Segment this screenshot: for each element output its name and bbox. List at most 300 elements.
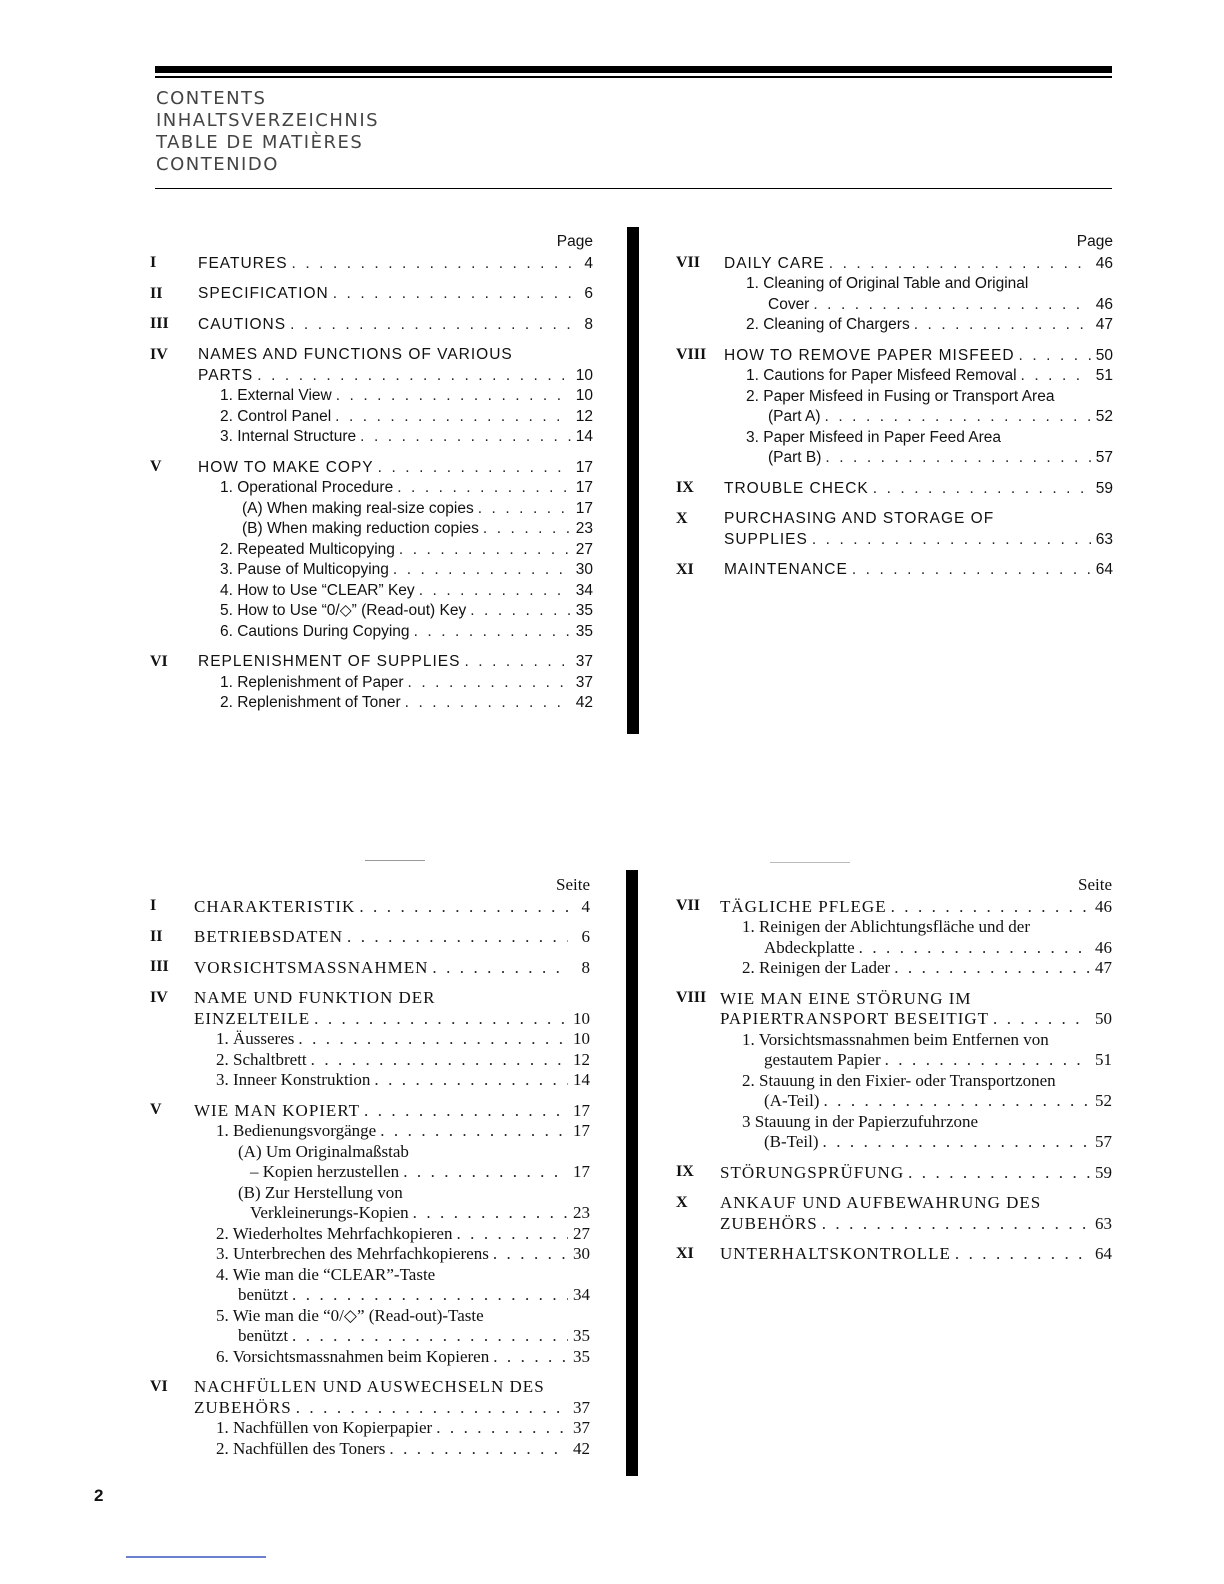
page-column-label: Seite [556, 875, 590, 894]
dot-leader [464, 652, 571, 672]
toc-entry[interactable] [676, 988, 1112, 1009]
dot-leader [257, 366, 571, 386]
dot-leader [825, 448, 1091, 468]
toc-entry-title: 2. Wiederholtes Mehrfachkopieren [216, 1223, 453, 1243]
toc-entry[interactable] [150, 284, 593, 305]
toc-entry-page: 52 [1095, 408, 1113, 425]
toc-entry-page: 34 [575, 581, 593, 599]
dot-leader [1019, 346, 1091, 366]
dot-leader [419, 581, 571, 601]
toc-section [676, 509, 1113, 550]
toc-entry-title: (B) Zur Herstellung von [238, 1182, 403, 1202]
toc-entry-page: 30 [573, 1244, 590, 1263]
toc-entry[interactable] [676, 448, 1113, 469]
column-divider-bar-de [626, 870, 638, 1476]
toc-entry[interactable] [150, 988, 590, 1009]
toc-entry[interactable] [150, 498, 593, 519]
toc-section [150, 896, 590, 917]
toc-entry-title: WIE MAN KOPIERT [194, 1100, 361, 1120]
toc-entry-page: 27 [575, 540, 593, 558]
toc-entry[interactable] [150, 457, 593, 478]
toc-entry[interactable] [150, 1100, 590, 1121]
section-numeral: I [150, 254, 157, 271]
toc-entry-title: FEATURES [198, 254, 288, 272]
toc-section [150, 652, 593, 714]
toc-entry[interactable] [676, 478, 1113, 499]
dot-leader [470, 601, 571, 621]
toc-entry-title: 1. Bedienungsvorgänge [216, 1121, 377, 1140]
dot-leader [314, 1009, 568, 1029]
toc-entry[interactable] [150, 539, 593, 560]
toc-entry-page: 23 [575, 520, 593, 537]
toc-entry[interactable] [676, 560, 1113, 581]
toc-entry[interactable] [676, 896, 1112, 917]
toc-entry[interactable] [676, 386, 1113, 407]
dot-leader [955, 1244, 1090, 1264]
faint-rule-left [365, 860, 425, 861]
toc-entry-page: 12 [573, 1049, 590, 1069]
toc-entry-page: 17 [575, 458, 593, 476]
toc-section [150, 345, 593, 448]
toc-entry-page: 30 [575, 561, 593, 578]
dot-leader [908, 1163, 1090, 1183]
toc-entry-title: BETRIEBSDATEN [194, 927, 343, 946]
toc-entry[interactable] [150, 1418, 590, 1439]
toc-entry[interactable] [150, 1285, 590, 1306]
section-numeral: VIII [676, 346, 707, 363]
toc-entry-title: – Kopien herzustellen [250, 1162, 400, 1181]
toc-entry-page: 10 [575, 387, 593, 404]
toc-entry-title: 2. Repeated Multicopying [220, 540, 395, 558]
toc-entry[interactable] [676, 1213, 1112, 1234]
dot-leader [456, 1224, 568, 1244]
toc-entry-title: NACHFÜLLEN UND AUSWECHSELN DES [194, 1377, 545, 1396]
toc-entry-title: benützt [238, 1285, 289, 1304]
header-title-fr: TABLE DE MATIÈRES [156, 132, 364, 153]
dot-leader [292, 1326, 568, 1346]
header-title-en: CONTENTS [156, 88, 267, 109]
dot-leader [393, 560, 571, 580]
toc-entry[interactable] [676, 366, 1113, 387]
toc-entry-title: 4. Wie man die “CLEAR”-Taste [216, 1264, 436, 1284]
toc-entry[interactable] [150, 580, 593, 601]
dot-leader [414, 622, 571, 642]
toc-entry-page: 46 [1095, 896, 1112, 916]
toc-entry-page: 47 [1095, 316, 1113, 333]
toc-entry[interactable] [676, 315, 1113, 336]
toc-entry[interactable] [150, 1346, 590, 1367]
dot-leader [292, 254, 571, 274]
toc-entry-page: 6 [584, 285, 593, 302]
dot-leader [296, 1398, 568, 1418]
toc-entry-title: REPLENISHMENT OF SUPPLIES [198, 653, 461, 670]
toc-entry-page: 37 [575, 673, 593, 691]
toc-entry[interactable] [150, 693, 593, 714]
toc-entry[interactable] [150, 1162, 590, 1183]
toc-entry[interactable] [150, 345, 593, 366]
toc-entry-title: (B-Teil) [764, 1132, 819, 1151]
page-column-label: Page [1076, 233, 1113, 250]
toc-entry[interactable] [150, 253, 593, 274]
toc-entry-page: 17 [575, 499, 593, 517]
toc-section [150, 927, 590, 948]
toc-section [150, 1377, 590, 1459]
toc-section [150, 314, 593, 335]
toc-entry-page: 35 [573, 1326, 590, 1345]
toc-entry[interactable] [150, 1244, 590, 1265]
toc-entry-page: 17 [573, 1121, 590, 1140]
dot-leader [347, 927, 568, 947]
toc-entry[interactable] [150, 1141, 590, 1162]
toc-entry-page: 42 [575, 694, 593, 711]
toc-entry[interactable] [676, 917, 1112, 938]
toc-entry-title: (B) When making reduction copies [242, 520, 479, 537]
toc-entry-title: 1. Reinigen der Ablichtungsfläche und der [742, 917, 1030, 936]
toc-entry-page: 59 [1095, 479, 1113, 497]
dot-leader [408, 673, 571, 693]
toc-entry[interactable] [676, 1162, 1112, 1183]
toc-entry[interactable] [150, 1438, 590, 1459]
toc-entry[interactable] [676, 937, 1112, 958]
section-numeral: VII [676, 254, 701, 271]
toc-section [676, 896, 1112, 978]
dot-leader [432, 958, 568, 978]
toc-entry[interactable] [150, 478, 593, 499]
toc-entry[interactable] [150, 365, 593, 386]
toc-entry[interactable] [676, 1244, 1112, 1265]
toc-entry-title: STÖRUNGSPRÜFUNG [720, 1162, 905, 1182]
dot-leader [823, 1132, 1090, 1152]
toc-entry[interactable] [676, 427, 1113, 448]
toc-entry[interactable] [150, 1377, 590, 1398]
column-divider-bar-en [627, 227, 639, 734]
toc-entry-title: PARTS [198, 366, 254, 384]
section-numeral: II [150, 927, 163, 945]
toc-entry-title: NAMES AND FUNCTIONS OF VARIOUS [198, 346, 513, 363]
toc-entry-page: 64 [1095, 561, 1113, 578]
dot-leader [894, 958, 1090, 978]
dot-leader [364, 1101, 568, 1121]
toc-entry-page: 57 [1095, 1132, 1112, 1151]
toc-entry-title: NAME UND FUNKTION DER [194, 988, 436, 1007]
toc-entry-title: 1. Replenishment of Paper [220, 673, 404, 691]
toc-entry-page: 14 [575, 428, 593, 445]
section-numeral: I [150, 897, 157, 914]
toc-entry-title: 2. Paper Misfeed in Fusing or Transport Area [746, 387, 1055, 405]
dot-leader [823, 1091, 1090, 1111]
toc-entry[interactable] [150, 406, 593, 427]
toc-section [150, 284, 593, 305]
toc-entry[interactable] [150, 1182, 590, 1203]
toc-entry-page: 46 [1095, 295, 1113, 313]
toc-entry[interactable] [676, 1029, 1112, 1050]
toc-section [676, 1193, 1112, 1234]
dot-leader [825, 407, 1091, 427]
toc-entry-title: gestautem Papier [764, 1050, 881, 1069]
toc-entry[interactable] [150, 621, 593, 642]
toc-entry[interactable] [150, 672, 593, 693]
toc-entry-title: VORSICHTSMASSNAHMEN [194, 957, 429, 977]
toc-entry[interactable] [150, 1029, 590, 1050]
toc-entry[interactable] [676, 294, 1113, 315]
toc-entry-title: 3. Unterbrechen des Mehrfachkopierens [216, 1244, 489, 1263]
dot-leader [852, 560, 1091, 580]
toc-entry-page: 14 [573, 1070, 590, 1089]
toc-entry[interactable] [150, 519, 593, 540]
toc-entry[interactable] [676, 1091, 1112, 1112]
dot-leader [397, 478, 571, 498]
toc-entry[interactable] [676, 1132, 1112, 1153]
toc-entry-title: 2. Control Panel [220, 407, 332, 425]
toc-entry-title: ANKAUF UND AUFBEWAHRUNG DES [720, 1193, 1042, 1212]
dot-leader [360, 427, 571, 447]
toc-entry-page: 47 [1095, 958, 1112, 977]
toc-entry-title: CHARAKTERISTIK [194, 896, 356, 916]
toc-section [150, 1100, 590, 1367]
toc-entry-title: 2. Schaltbrett [216, 1049, 307, 1069]
dot-leader [403, 1162, 568, 1182]
toc-entry-title: 5. Wie man die “0/◇” (Read-out)-Taste [216, 1305, 484, 1325]
section-numeral: VIII [676, 989, 707, 1006]
toc-entry-page: 37 [575, 653, 593, 670]
dot-leader [436, 1418, 568, 1438]
toc-entry-title: 3. Paper Misfeed in Paper Feed Area [746, 428, 1002, 446]
toc-entry-title: Cover [768, 295, 810, 313]
toc-entry-page: 12 [575, 407, 593, 425]
toc-section [676, 1162, 1112, 1183]
contents-header [156, 88, 379, 176]
toc-entry[interactable] [676, 253, 1113, 274]
toc-entry-title: ZUBEHÖRS [194, 1397, 292, 1417]
section-numeral: V [150, 1101, 162, 1118]
toc-entry[interactable] [676, 1111, 1112, 1132]
toc-entry[interactable] [676, 1070, 1112, 1091]
toc-entry[interactable] [150, 560, 593, 581]
toc-entry-title: SUPPLIES [724, 530, 808, 548]
toc-entry[interactable] [150, 1049, 590, 1070]
header-title-de: INHALTSVERZEICHNIS [156, 110, 380, 131]
dot-leader [478, 499, 571, 519]
toc-entry-title: 4. How to Use “CLEAR” Key [220, 581, 415, 599]
toc-entry-title: benützt [238, 1326, 289, 1345]
toc-entry[interactable] [150, 1121, 590, 1142]
toc-entry-title: WIE MAN EINE STÖRUNG IM [720, 988, 972, 1008]
toc-entry[interactable] [150, 1070, 590, 1091]
dot-leader [1021, 366, 1091, 386]
dot-leader [493, 1347, 568, 1367]
toc-entry-title: 3. Pause of Multicopying [220, 561, 389, 578]
toc-entry-page: 63 [1095, 1213, 1112, 1233]
dot-leader [483, 519, 571, 539]
top-thin-rule [155, 76, 1112, 78]
toc-entry-page: 50 [1095, 346, 1113, 364]
toc-entry-title: PAPIERTRANSPORT BESEITIGT [720, 1009, 990, 1028]
toc-entry-page: 37 [573, 1397, 590, 1417]
dot-leader [413, 1203, 568, 1223]
toc-entry-page: 34 [573, 1285, 590, 1304]
toc-entry-title: MAINTENANCE [724, 561, 848, 578]
dot-leader [292, 1285, 568, 1305]
dot-leader [389, 1439, 568, 1459]
toc-entry-page: 6 [581, 927, 590, 946]
toc-entry-title: Abdeckplatte [764, 937, 855, 957]
toc-entry-title: 1. Nachfüllen von Kopierpapier [216, 1418, 433, 1437]
toc-entry-title: 3 Stauung in der Papierzufuhrzone [742, 1111, 979, 1131]
toc-entry[interactable] [150, 601, 593, 622]
toc-entry-title: HOW TO MAKE COPY [198, 458, 374, 476]
header-bottom-rule [155, 188, 1112, 189]
toc-entry-page: 35 [575, 622, 593, 640]
toc-entry[interactable] [676, 345, 1113, 366]
toc-entry[interactable] [676, 509, 1113, 530]
toc-entry-page: 17 [575, 479, 593, 496]
toc-entry-page: 17 [573, 1100, 590, 1120]
dot-leader [405, 693, 571, 713]
page-column-label: Seite [1078, 875, 1112, 894]
toc-entry-page: 46 [1095, 937, 1112, 957]
toc-entry[interactable] [150, 1223, 590, 1244]
toc-entry[interactable] [150, 427, 593, 448]
section-numeral: XI [676, 1244, 694, 1262]
toc-entry-title: 5. How to Use “0/◇” (Read-out) Key [220, 602, 467, 619]
toc-entry-title: SPECIFICATION [198, 285, 329, 302]
toc-entry-title: UNTERHALTSKONTROLLE [720, 1244, 951, 1263]
toc-entry[interactable] [150, 314, 593, 335]
toc-entry-title: 1. Cautions for Paper Misfeed Removal [746, 367, 1017, 384]
toc-entry-page: 10 [573, 1008, 590, 1028]
dot-leader [290, 315, 571, 335]
toc-entry-page: 50 [1095, 1009, 1112, 1028]
toc-entry-page: 10 [575, 366, 593, 384]
toc-entry-title: 2. Nachfüllen des Toners [216, 1438, 386, 1458]
toc-entry[interactable] [150, 1264, 590, 1285]
dot-leader [380, 1121, 568, 1141]
section-numeral: IX [676, 479, 694, 496]
dot-leader [812, 530, 1091, 550]
toc-german-right [676, 874, 1112, 1264]
toc-entry-page: 8 [581, 957, 590, 977]
toc-entry-title: 6. Vorsichtsmassnahmen beim Kopieren [216, 1346, 490, 1366]
toc-entry-page: 59 [1095, 1162, 1112, 1182]
dot-leader [813, 295, 1091, 315]
dot-leader [333, 284, 571, 304]
toc-entry[interactable] [150, 652, 593, 673]
toc-entry[interactable] [676, 1193, 1112, 1214]
dot-leader [378, 458, 571, 478]
toc-entry[interactable] [676, 274, 1113, 295]
toc-entry-title: CAUTIONS [198, 315, 287, 333]
toc-section [676, 253, 1113, 335]
toc-entry[interactable] [150, 1203, 590, 1224]
toc-entry-title: 1. Operational Procedure [220, 479, 394, 496]
toc-entry-page: 35 [573, 1346, 590, 1366]
top-thick-rule [155, 66, 1112, 73]
toc-entry-page: 52 [1095, 1091, 1112, 1110]
dot-leader [859, 938, 1090, 958]
toc-entry[interactable] [150, 386, 593, 407]
dot-leader [311, 1050, 568, 1070]
toc-entry[interactable] [150, 957, 590, 978]
toc-section [676, 1244, 1112, 1265]
page-number: 2 [94, 1486, 104, 1505]
section-numeral: X [676, 1193, 688, 1211]
toc-entry[interactable] [150, 927, 590, 948]
toc-entry-title: HOW TO REMOVE PAPER MISFEED [724, 346, 1015, 364]
dot-leader [336, 386, 571, 406]
dot-leader [993, 1009, 1090, 1029]
dot-leader [885, 1050, 1090, 1070]
toc-section [150, 457, 593, 642]
toc-entry-title: TÄGLICHE PFLEGE [720, 896, 887, 916]
toc-entry-title: 1. Vorsichtsmassnahmen beim Entfernen von [742, 1029, 1049, 1049]
section-numeral: XI [676, 560, 694, 578]
toc-entry-page: 4 [584, 254, 593, 272]
toc-entry[interactable] [676, 1009, 1112, 1030]
toc-entry[interactable] [676, 407, 1113, 428]
toc-section [150, 988, 590, 1091]
bottom-link-underline [126, 1556, 266, 1558]
toc-entry-title: (Part B) [768, 449, 822, 466]
toc-entry[interactable] [150, 896, 590, 917]
toc-section [676, 560, 1113, 581]
section-numeral: IV [150, 988, 168, 1006]
toc-entry-page: 4 [581, 896, 590, 916]
toc-section [150, 253, 593, 274]
toc-entry-title: (A) Um Originalmaßstab [238, 1141, 409, 1161]
dot-leader [493, 1244, 568, 1264]
toc-section [676, 988, 1112, 1152]
section-numeral: III [150, 958, 169, 975]
section-numeral: X [676, 509, 688, 527]
toc-entry-page: 27 [573, 1223, 590, 1243]
section-numeral: VI [150, 652, 168, 670]
toc-entry-title: 3. Internal Structure [220, 428, 357, 445]
toc-entry-page: 46 [1095, 254, 1113, 272]
toc-entry-page: 51 [1095, 367, 1113, 384]
toc-entry-title: 2. Reinigen der Lader [742, 958, 891, 977]
toc-entry[interactable] [150, 1008, 590, 1029]
toc-entry-page: 42 [573, 1438, 590, 1458]
toc-entry[interactable] [676, 529, 1113, 550]
section-numeral: III [150, 315, 169, 332]
section-numeral: II [150, 284, 163, 302]
toc-entry-page: 64 [1095, 1244, 1112, 1263]
toc-entry[interactable] [150, 1326, 590, 1347]
section-numeral: VII [676, 897, 701, 914]
toc-entry-page: 63 [1095, 530, 1113, 548]
toc-english-left [150, 231, 593, 713]
section-numeral: IX [676, 1163, 694, 1180]
toc-entry-title: 1. Cleaning of Original Table and Original [746, 275, 1029, 292]
section-numeral: V [150, 458, 162, 475]
toc-entry-title: (Part A) [768, 408, 821, 425]
toc-section [150, 957, 590, 978]
toc-entry-page: 23 [573, 1203, 590, 1222]
toc-entry-title: PURCHASING AND STORAGE OF [724, 510, 995, 527]
toc-entry[interactable] [676, 958, 1112, 979]
toc-entry[interactable] [150, 1397, 590, 1418]
header-title-es: CONTENIDO [156, 154, 279, 175]
toc-entry-page: 51 [1095, 1050, 1112, 1069]
toc-section [676, 345, 1113, 468]
toc-entry-page: 35 [575, 602, 593, 619]
toc-entry-title: 3. Inneer Konstruktion [216, 1070, 371, 1089]
dot-leader [298, 1029, 568, 1049]
dot-leader [374, 1070, 568, 1090]
dot-leader [891, 897, 1090, 917]
toc-entry[interactable] [150, 1305, 590, 1326]
toc-entry[interactable] [676, 1050, 1112, 1071]
